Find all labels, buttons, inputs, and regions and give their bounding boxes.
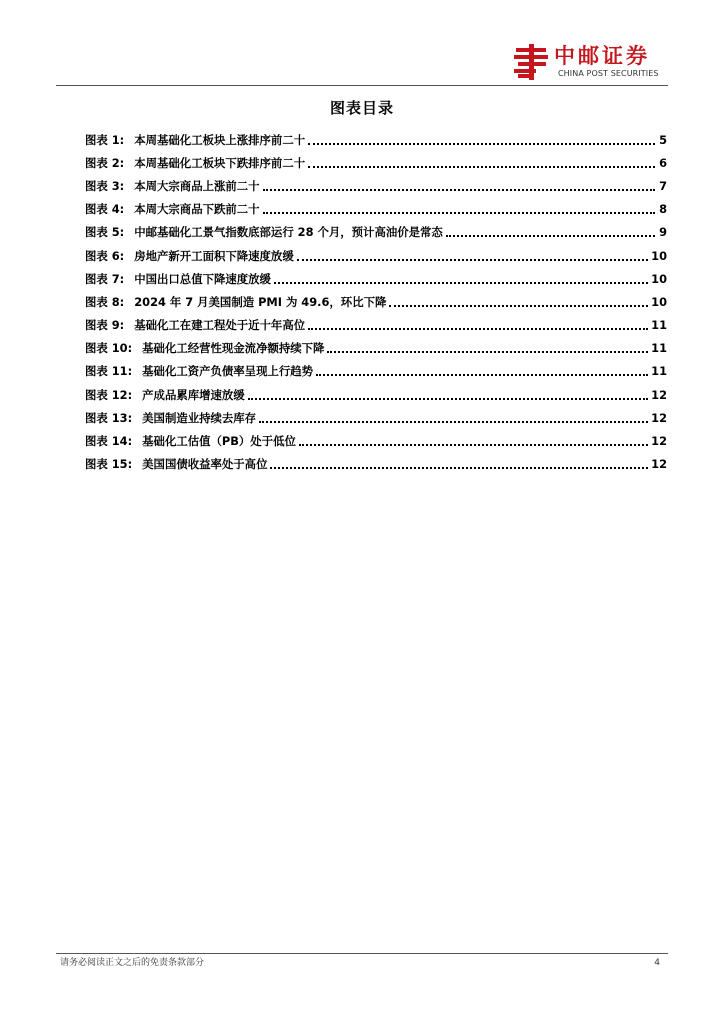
toc-entry-12[interactable] xyxy=(85,383,667,406)
toc-entry-label: 图表 3: xyxy=(85,178,125,193)
toc-entry-title: 中国出口总值下降速度放缓 xyxy=(134,271,271,286)
toc-entry-label: 图表 9: xyxy=(85,318,125,333)
toc-dot-leader xyxy=(274,282,648,284)
toc-entry-title: 本周大宗商品下跌前二十 xyxy=(134,202,260,217)
company-logo xyxy=(512,44,672,84)
toc-entry-page: 10 xyxy=(651,271,667,286)
toc-entry-page: 12 xyxy=(651,457,667,472)
toc-entry-1[interactable] xyxy=(85,128,667,151)
toc-entry-title: 房地产新开工面积下降速度放缓 xyxy=(134,248,294,263)
toc-entry-title: 中邮基础化工景气指数底部运行 28 个月，预计高油价是常态 xyxy=(134,225,443,240)
toc-entry-page: 10 xyxy=(651,294,667,309)
toc-entry-page: 11 xyxy=(651,318,667,333)
toc-entry-11[interactable] xyxy=(85,360,667,383)
toc-entry-page: 11 xyxy=(651,364,667,379)
toc-dot-leader xyxy=(327,351,648,353)
toc-entry-15[interactable] xyxy=(85,453,667,476)
toc-dot-leader xyxy=(259,421,648,423)
toc-entry-label: 图表 15: xyxy=(85,457,133,472)
toc-entry-5[interactable] xyxy=(85,221,667,244)
footer-disclaimer: 请务必阅读正文之后的免责条款部分 xyxy=(60,958,205,968)
toc-entry-7[interactable] xyxy=(85,267,667,290)
toc-entry-9[interactable] xyxy=(85,314,667,337)
toc-dot-leader xyxy=(263,212,655,214)
toc-dot-leader xyxy=(297,259,648,261)
toc-entry-label: 图表 5: xyxy=(85,225,125,240)
toc-entry-title: 美国国债收益率处于高位 xyxy=(142,457,268,472)
toc-entry-label: 图表 12: xyxy=(85,387,133,402)
toc-entry-page: 6 xyxy=(659,155,667,170)
toc-entry-8[interactable] xyxy=(85,290,667,313)
header-divider xyxy=(56,85,668,86)
toc-dot-leader xyxy=(308,143,655,145)
logo-english-text: CHINA POST SECURITIES xyxy=(558,69,659,78)
toc-dot-leader xyxy=(316,374,648,376)
table-of-figures xyxy=(85,128,667,476)
toc-entry-title: 本周基础化工板块上涨排序前二十 xyxy=(134,132,306,147)
toc-entry-6[interactable] xyxy=(85,244,667,267)
toc-entry-page: 11 xyxy=(651,341,667,356)
toc-entry-label: 图表 13: xyxy=(85,410,133,425)
toc-entry-page: 9 xyxy=(659,225,667,240)
footer-page-number: 4 xyxy=(654,958,660,968)
toc-entry-title: 美国制造业持续去库存 xyxy=(142,410,257,425)
toc-entry-label: 图表 10: xyxy=(85,341,133,356)
toc-entry-label: 图表 14: xyxy=(85,434,133,449)
logo-chinese-text: 中邮证券 xyxy=(554,44,650,68)
toc-dot-leader xyxy=(270,467,648,469)
toc-dot-leader xyxy=(263,189,655,191)
toc-entry-label: 图表 7: xyxy=(85,271,125,286)
toc-entry-title: 基础化工资产负债率呈现上行趋势 xyxy=(142,364,314,379)
footer-divider xyxy=(56,953,668,954)
toc-entry-label: 图表 4: xyxy=(85,202,125,217)
toc-entry-label: 图表 1: xyxy=(85,132,125,147)
toc-entry-10[interactable] xyxy=(85,337,667,360)
toc-entry-page: 10 xyxy=(651,248,667,263)
toc-entry-page: 12 xyxy=(651,387,667,402)
toc-dot-leader xyxy=(308,328,648,330)
toc-dot-leader xyxy=(248,398,648,400)
toc-dot-leader xyxy=(446,235,655,237)
toc-entry-label: 图表 6: xyxy=(85,248,125,263)
toc-entry-title: 基础化工估值（PB）处于低位 xyxy=(142,434,296,449)
toc-entry-title: 本周基础化工板块下跌排序前二十 xyxy=(134,155,306,170)
toc-entry-page: 8 xyxy=(659,202,667,217)
toc-entry-page: 12 xyxy=(651,434,667,449)
toc-entry-4[interactable] xyxy=(85,198,667,221)
toc-entry-13[interactable] xyxy=(85,406,667,429)
toc-entry-label: 图表 8: xyxy=(85,294,125,309)
toc-entry-14[interactable] xyxy=(85,429,667,452)
toc-entry-page: 7 xyxy=(659,178,667,193)
toc-dot-leader xyxy=(389,305,648,307)
toc-entry-2[interactable] xyxy=(85,151,667,174)
toc-entry-page: 12 xyxy=(651,410,667,425)
toc-title: 图表目录 xyxy=(329,99,394,117)
toc-dot-leader xyxy=(299,444,648,446)
toc-entry-page: 5 xyxy=(659,132,667,147)
toc-entry-label: 图表 11: xyxy=(85,364,133,379)
toc-entry-title: 2024 年 7 月美国制造 PMI 为 49.6，环比下降 xyxy=(134,294,387,309)
toc-entry-3[interactable] xyxy=(85,174,667,197)
toc-dot-leader xyxy=(308,166,655,168)
toc-entry-title: 产成品累库增速放缓 xyxy=(142,387,245,402)
toc-entry-title: 本周大宗商品上涨前二十 xyxy=(134,178,260,193)
toc-entry-label: 图表 2: xyxy=(85,155,125,170)
toc-entry-title: 基础化工经营性现金流净额持续下降 xyxy=(142,341,325,356)
china-post-logo-icon xyxy=(512,44,550,82)
toc-entry-title: 基础化工在建工程处于近十年高位 xyxy=(134,318,306,333)
